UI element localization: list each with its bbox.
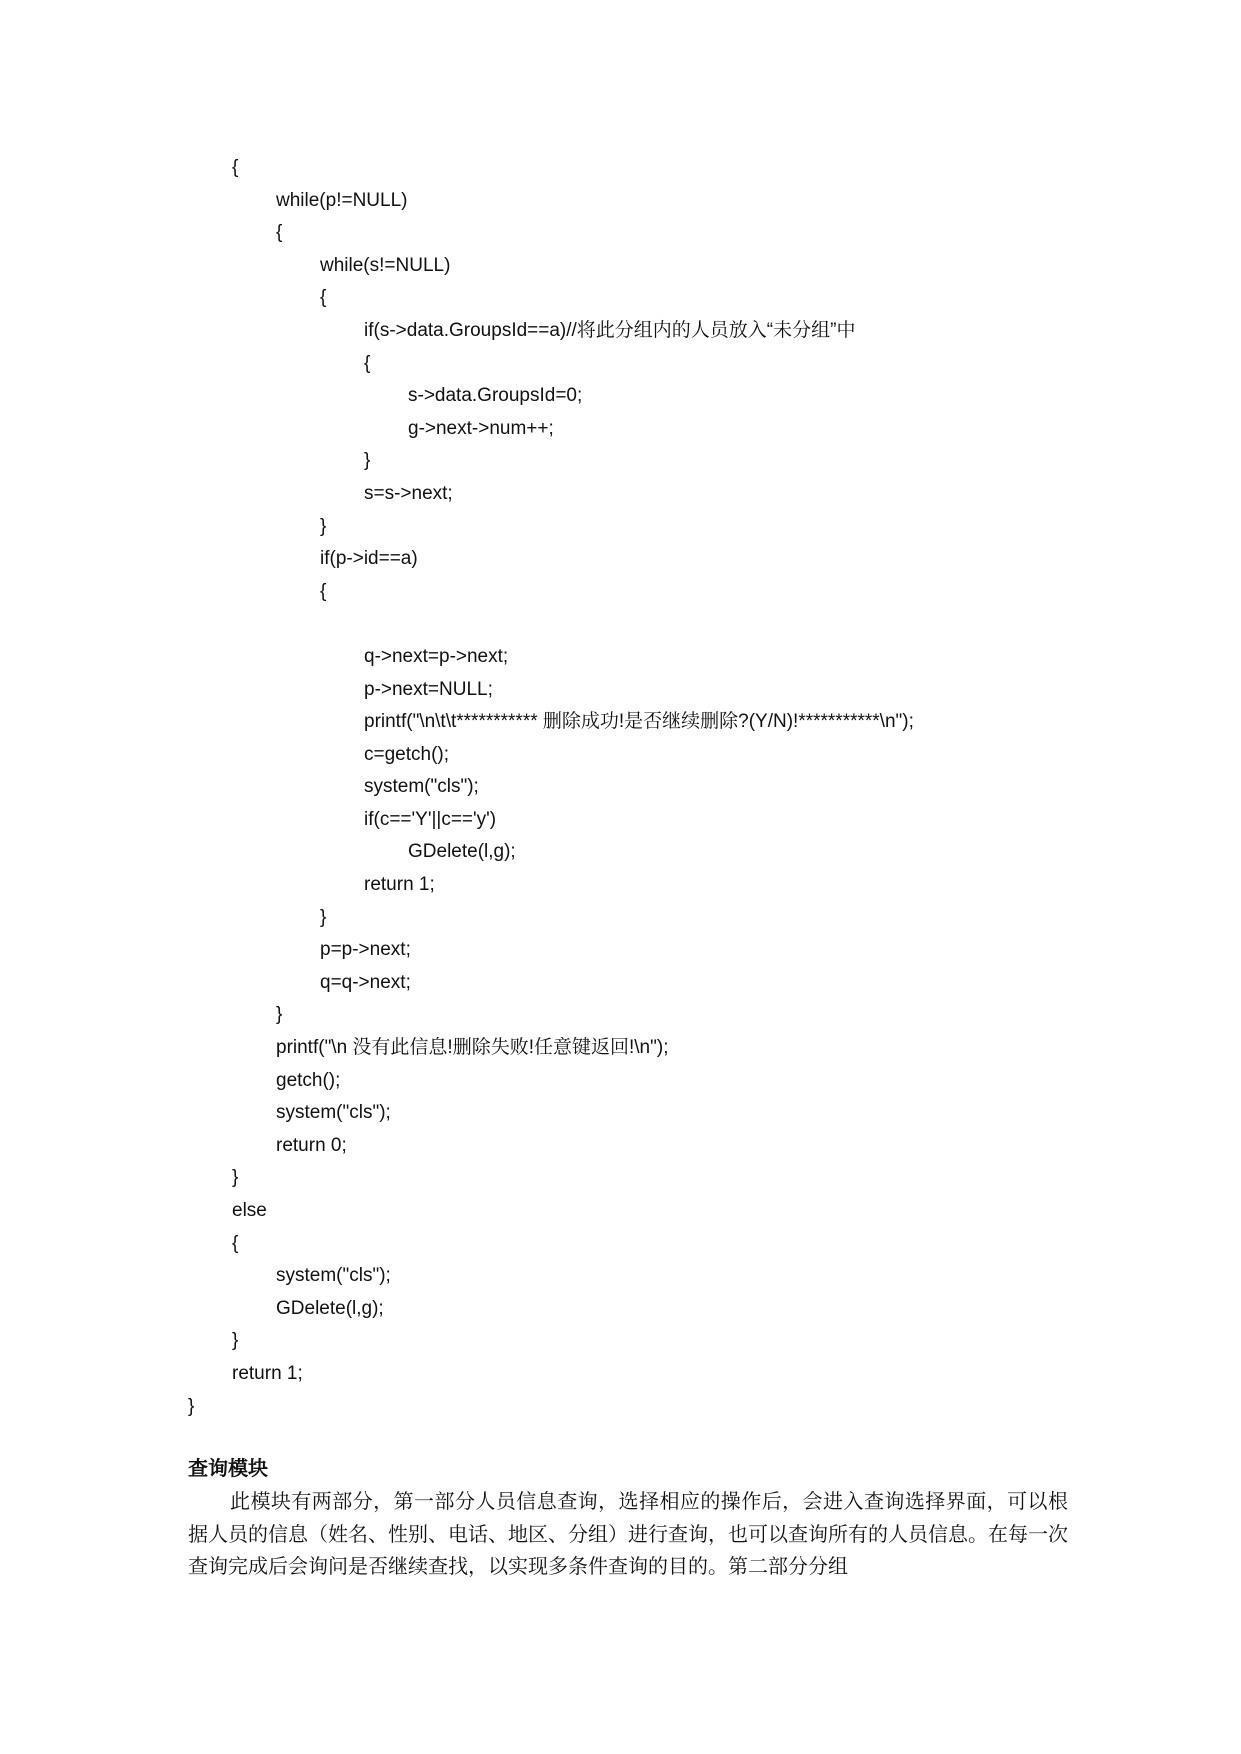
code-line: {: [232, 1232, 239, 1254]
code-line: GDelete(l,g);: [276, 1297, 384, 1319]
code-line: }: [276, 1004, 283, 1026]
code-line: system("cls");: [276, 1102, 391, 1124]
code-line: while(p!=NULL): [276, 189, 408, 211]
code-line: {: [276, 222, 283, 244]
code-line: c=getch();: [364, 743, 450, 765]
code-line: }: [320, 906, 327, 928]
code-line: printf("\n\t\t*********** 删除成功!是否继续删除?(Y/N)!***********\n");: [364, 711, 914, 733]
code-line: {: [320, 580, 327, 602]
code-line: s->data.GroupsId=0;: [408, 385, 583, 407]
code-line: }: [188, 1395, 195, 1417]
code-line: {: [364, 352, 371, 374]
code-line: {: [232, 157, 239, 178]
code-line: GDelete(l,g);: [408, 841, 516, 863]
code-line: printf("\n 没有此信息!删除失败!任意键返回!\n");: [276, 1037, 669, 1059]
code-line: getch();: [276, 1069, 341, 1091]
section-paragraph: 此模块有两部分，第一部分人员信息查询，选择相应的操作后，会进入查询选择界面，可以根据人员的信息（姓名、性别、电话、地区、分组）进行查询，也可以查询所有的人员信息。在每一次查询完成后会询问是否继续查找，以实现多条件查询的目的。第二部分分组: [188, 1489, 1068, 1578]
code-line: if(s->data.GroupsId==a)//将此分组内的人员放入“未分组”中: [364, 319, 856, 341]
code-line: {: [320, 287, 327, 309]
code-line: return 0;: [276, 1134, 347, 1156]
code-line: if(c=='Y'||c=='y'): [364, 808, 497, 830]
code-line: }: [364, 450, 371, 472]
code-line: g->next->num++;: [408, 417, 554, 439]
code-line: [188, 608, 1138, 641]
code-line: }: [232, 1167, 239, 1189]
code-line: s=s->next;: [364, 482, 453, 504]
code-line: p=p->next;: [320, 939, 411, 961]
code-line: q->next=p->next;: [364, 645, 509, 667]
code-line: }: [232, 1330, 239, 1352]
section-heading: 查询模块: [188, 1456, 268, 1480]
code-line: else: [232, 1200, 267, 1221]
code-block: [188, 152, 1138, 1423]
code-line: p->next=NULL;: [364, 678, 493, 700]
code-line: q=q->next;: [320, 971, 411, 993]
code-line: while(s!=NULL): [320, 254, 451, 276]
code-line: system("cls");: [276, 1265, 391, 1287]
code-line: if(p->id==a): [320, 548, 418, 570]
code-line: return 1;: [364, 874, 435, 896]
code-line: }: [320, 515, 327, 537]
code-line: system("cls");: [364, 776, 479, 798]
code-line: return 1;: [232, 1362, 303, 1384]
